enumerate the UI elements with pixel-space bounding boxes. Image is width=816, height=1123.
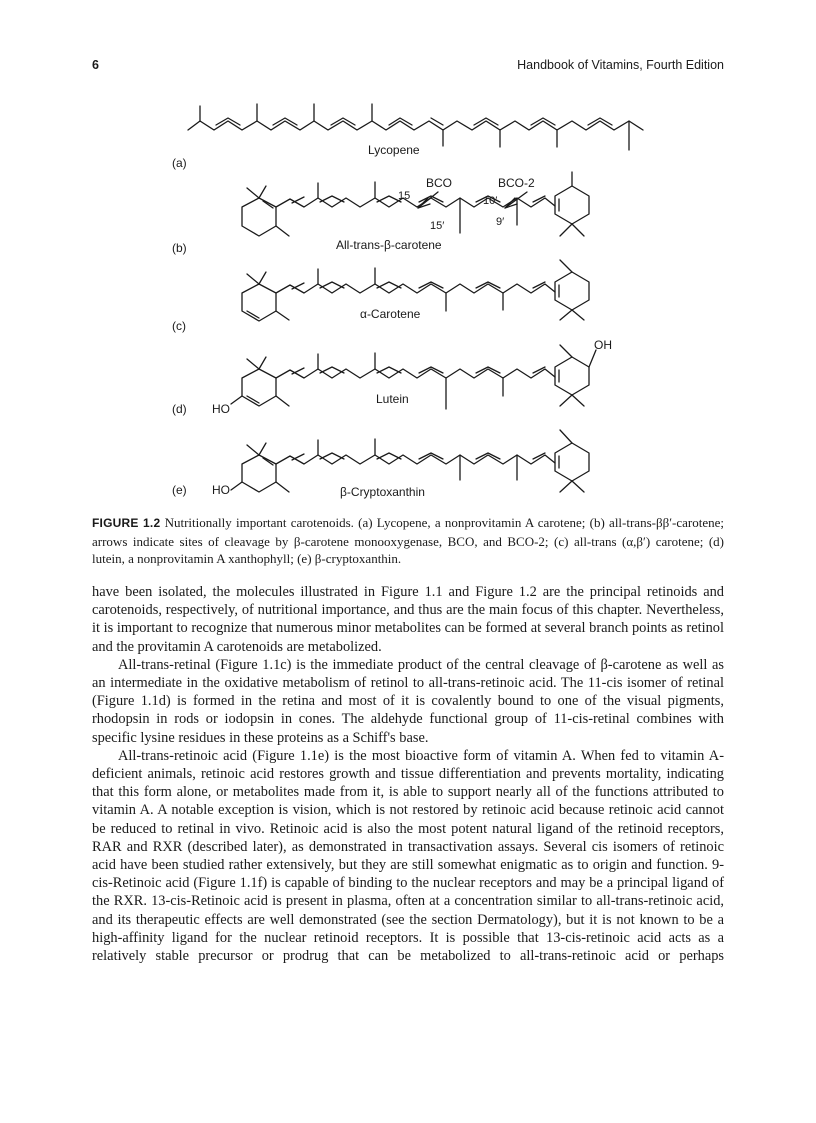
paragraph-3: All-trans-retinoic acid (Figure 1.1e) is the most bioactive form of vitamin A. When fed to vitamin A-deficient animals, retinoic acid restores growth and tissue differentiation and prevents mortality, indicating that this form alone, or metabolites made from it, is able to support nearly all of the functions attributed to vitamin A. A notable exception is vision, which is not restored by retinoic acid because retinoic acid cannot be reduced to retinal in vivo. Retinoic acid is also the most potent natural ligand of the retinoid receptors, RAR and RXR (described later), as demonstrated in transactivation assays. Several cis isomers of retinoic acid have been studied rather extensively, but they are still somewhat enigmatic as to origin and function. 9-cis-Retinoic acid (Figure 1.1f) is capable of binding to the nuclear receptors and may be a principal ligand of the RXR. 13-cis-Retinoic acid is present in plasma, often at a concentration similar to all-trans-retinoic acid, and its therapeutic effects are well demonstrated (see the section Dermatology), but it is not known to be a high-affinity ligand for the nuclear retinoid receptors. It is possible that 13-cis-retinoic acid acts as a relatively stable precursor or prodrug that can be metabolized to all-trans-retinoic acid or perhaps [92,747,724,965]
panel-label-c: (c) [172,319,186,333]
compound-name-beta-cryptoxanthin: β-Cryptoxanthin [340,485,425,499]
beta-carotene-structure [242,172,589,236]
hydroxyl-ho-label-d: HO [212,402,230,416]
figure-caption-text: Nutritionally important carotenoids. (a) Lycopene, a nonprovitamin A carotene; (b) all-trans-ββ′-carotene; arrows indicate sites of cleavage by β-carotene monooxygenase, BCO, and BCO-2; (c) all-trans (α,β′) carotene; (d) lutein, a nonprovitamin A xanthophyll; (e) β-cryptoxanthin. [92,515,725,566]
beta-cryptoxanthin-structure [231,430,589,492]
panel-label-b: (b) [172,241,187,255]
compound-name-lutein: Lutein [376,392,409,406]
bco-label: BCO [426,176,453,190]
position-10-prime: 10′ [483,195,498,207]
compound-name-beta-carotene: All-trans-β-carotene [336,238,442,252]
panel-label-a: (a) [172,156,187,170]
paragraph-2: All-trans-retinal (Figure 1.1c) is the immediate product of the central cleavage of β-carotene as well as an intermediate in the oxidative metabolism of retinol to all-trans-retinoic acid. The 11-cis isomer of retinal (Figure 1.1d) is formed in the retina and most of it is covalently bound to one of the visual pigments, rhodopsin in rods or iodopsin in cones. The aldehyde functional group of 11-cis-retinal combines with specific lysine residues in these proteins as a Schiff's base. [92,656,724,746]
paragraph-1: have been isolated, the molecules illustrated in Figure 1.1 and Figure 1.2 are the principal retinoids and carotenoids, respectively, of nutritional importance, and thus are the main focus of this chapter. Nevertheless, it is important to recognize that numerous minor metabolites can be formed at several branch points as retinol and the provitamin A carotenoids are metabolized. [92,584,724,655]
bco2-label: BCO-2 [498,176,535,190]
book-title: Handbook of Vitamins, Fourth Edition [517,58,724,72]
compound-name-alpha-carotene: α-Carotene [360,307,421,321]
lutein-structure [231,345,596,409]
panel-label-e: (e) [172,483,187,497]
hydroxyl-ho-label-e: HO [212,483,230,497]
page-number: 6 [92,58,99,72]
hydroxyl-oh-label: OH [594,338,612,352]
position-15: 15 [398,190,411,202]
position-9-prime: 9′ [496,216,505,228]
carotenoid-structures-figure [0,0,816,510]
figure-label: FIGURE 1.2 [92,516,161,530]
figure-caption [92,514,724,568]
body-text [92,583,724,965]
position-15-prime: 15′ [430,220,445,232]
panel-label-d: (d) [172,402,187,416]
compound-name-lycopene: Lycopene [368,143,420,157]
